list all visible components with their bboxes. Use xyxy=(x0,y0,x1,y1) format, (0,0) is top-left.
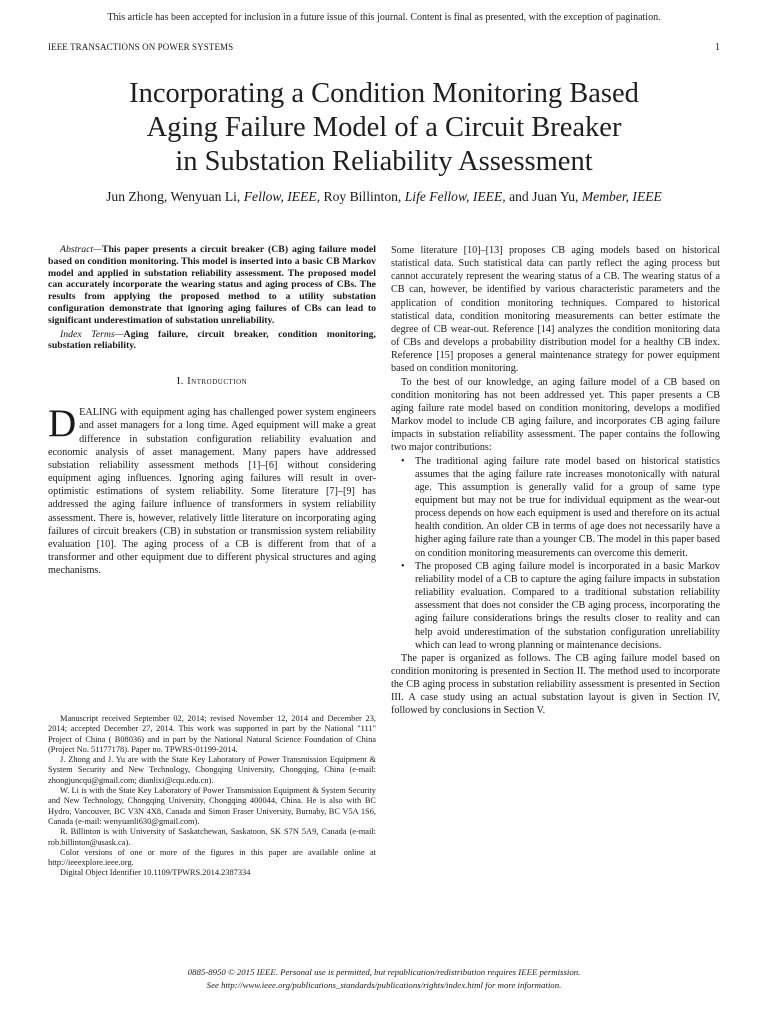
footnote: Digital Object Identifier 10.1109/TPWRS.2014.2387334 xyxy=(60,868,251,878)
author-name: Wenyuan Li, xyxy=(170,189,241,204)
author-role: Life Fellow, IEEE, xyxy=(404,189,506,204)
title-line: Aging Failure Model of a Circuit Breaker xyxy=(146,112,622,143)
abstract-text: This paper presents a circuit breaker (CB) aging failure model based on condition monitoring. This model is inserted into a basic CB Markov model and applied in substation reliability assessment. The proposed model can accurately incorporate the wearing status and aging process of CBs. The results from applying the proposed method to a utility substation configuration demonstrate that ignoring aging failures of CBs can lead to significant underestimation of substation unreliability. xyxy=(48,244,376,326)
section-title: Introduction xyxy=(187,376,248,388)
author-name: Jun Zhong, xyxy=(106,189,168,204)
abstract-label: Abstract— xyxy=(60,244,102,255)
left-column xyxy=(48,244,376,577)
paper-title xyxy=(60,77,708,179)
index-terms-label: Index Terms— xyxy=(60,328,124,340)
rights-url-line: See http://www.ieee.org/publications_standards/publications/rights/index.html for more information. xyxy=(206,979,562,990)
index-terms xyxy=(48,329,376,353)
copyright-footer xyxy=(0,966,768,991)
intro-text: EALING with equipment aging has challenged power system engineers and asset managers for a long time. Aged equipment will make a great difference in substation configuration reliability evaluation and economic analysis of asset management. Many papers have addressed substation reliability assessment methods [1]–[6] without considering equipment aging influences. Ignoring aging failures will result in over-optimistic estimations of system reliability. Some literature [7]–[9] has addressed the aging failure influence of transformers in system reliability assessment. There is, however, relatively little literature on incorporating aging failures of circuit breakers (CB) in substation or transmission system reliability evaluation [10]. The aging process of a CB is different from that of a transformer and other equipment due to different physical structures and aging mechanisms. xyxy=(48,407,376,577)
right-column xyxy=(391,244,720,718)
author-role: Member, IEEE xyxy=(581,189,662,204)
index-terms-text: Aging failure, circuit breaker, condition monitoring, substation reliability. xyxy=(48,328,376,352)
footnote: Manuscript received September 02, 2014; revised November 12, 2014 and December 23, 2014; accepted December 27, 2014. This work was supported in part by the National "111" Project of China ( B08036) and in part by the National Natural Science Foundation of China (Project No. 51177178). Paper no. TPWRS-01199-2014. xyxy=(48,714,376,754)
footnote: R. Billinton is with University of Saskatchewan, Saskatoon, SK S7N 5A9, Canada (e-mail: rob.billinton@usask.ca). xyxy=(48,827,376,847)
body-paragraph: To the best of our knowledge, an aging failure model of a CB based on condition monitoring has not been addressed yet. This paper presents a CB aging failure rate model based on condition monitoring, develops a modified Markov model to include CB aging failure, and incorporates CB aging failure impacts in substation reliability assessment. The paper contains the following two major contributions: xyxy=(391,376,720,454)
drop-cap: D xyxy=(48,402,77,446)
footnotes xyxy=(48,714,376,879)
list-item xyxy=(401,560,720,652)
author-role: Fellow, IEEE, xyxy=(243,189,321,204)
list-item-text: The proposed CB aging failure model is incorporated in a basic Markov reliability model of a CB to capture the aging failure impacts in substation reliability evaluation. Compared to a traditional substation reliability assessment that does not consider the CB aging process, incorporating the aging failure considerations brings the results closer to reality and can help avoid underestimation of the substation configuration unreliability which can lead to wrong planning or maintenance decisions. xyxy=(415,560,720,651)
journal-running-head: IEEE TRANSACTIONS ON POWER SYSTEMS xyxy=(48,42,234,52)
bullet-icon: • xyxy=(401,455,405,467)
bullet-icon: • xyxy=(401,560,405,572)
abstract xyxy=(48,244,376,327)
footnote: W. Li is with the State Key Laboratory of Power Transmission Equipment & System Security and New Technology, Chongqing University, Chongqing 400044, China. He is also with BC Hydro, Vancouver, BC V3N 4X8, Canada and Simon Fraser University, Burnaby, BC V5A 1S6, Canada (e-mail: wenyuanli630@gmail.com). xyxy=(48,786,376,826)
author-name: Roy Billinton, xyxy=(323,189,402,204)
list-item xyxy=(401,455,720,560)
acceptance-note: This article has been accepted for inclusion in a future issue of this journal. Content is final as presented, with the exception of pagination. xyxy=(107,12,661,23)
title-line: in Substation Reliability Assessment xyxy=(175,146,593,177)
list-item-text: The traditional aging failure rate model based on historical statistics assumes that the aging failure rate increases monotonically with natural age. This assumption is generally valid for a group of same type equipment but may not be true for individual equipment as the wear-out process depends on how each equipment is used and therefore on its actual health condition. An older CB in terms of age does not necessarily have a higher aging failure rate than a younger CB. The model in this paper based on condition monitoring measurements can overcome this demerit. xyxy=(415,455,720,559)
contribution-list xyxy=(401,455,720,652)
title-line: Incorporating a Condition Monitoring Based xyxy=(129,78,639,109)
section-number: I. xyxy=(176,376,184,388)
body-paragraph: Some literature [10]–[13] proposes CB aging models based on historical statistical data. Such statistical data can partly reflect the aging process but cannot accurately represent the wearing status of a CB. The wearing status of a CB can, however, be identified by various characteristic parameters and the application of condition monitoring techniques. Compared to historical statistical data, condition monitoring measurements can better estimate the degree of CB wear-out. Reference [14] analyzes the condition monitoring data of CBs and develops a probability distribution model for a healthy CB index. Reference [15] proposes a general maintenance strategy for power equipment based on condition monitoring. xyxy=(391,245,720,375)
copyright-line: 0885-8950 © 2015 IEEE. Personal use is permitted, but republication/redistribution requires IEEE permission. xyxy=(187,967,581,977)
intro-paragraph xyxy=(48,402,376,577)
body-paragraph: The paper is organized as follows. The CB aging failure model based on condition monitoring is presented in Section II. The method used to incorporate the CB aging process in substation reliability assessment is presented in Section III. A case study using an actual substation layout is given in Section IV, followed by conclusions in Section V. xyxy=(391,652,720,717)
page-number: 1 xyxy=(715,42,720,53)
author-list xyxy=(40,189,728,205)
footnote: J. Zhong and J. Yu are with the State Key Laboratory of Power Transmission Equipment & System Security and New Technology, Chongqing University, Chongqing, China (e-mail: zhongjuncqu@gmail.com; dianlixi@cqu.edu.cn). xyxy=(48,755,376,785)
footnote: Color versions of one or more of the figures in this paper are available online at http://ieeexplore.ieee.org. xyxy=(48,847,376,868)
author-name: and Juan Yu, xyxy=(509,189,579,204)
section-heading xyxy=(48,375,376,388)
